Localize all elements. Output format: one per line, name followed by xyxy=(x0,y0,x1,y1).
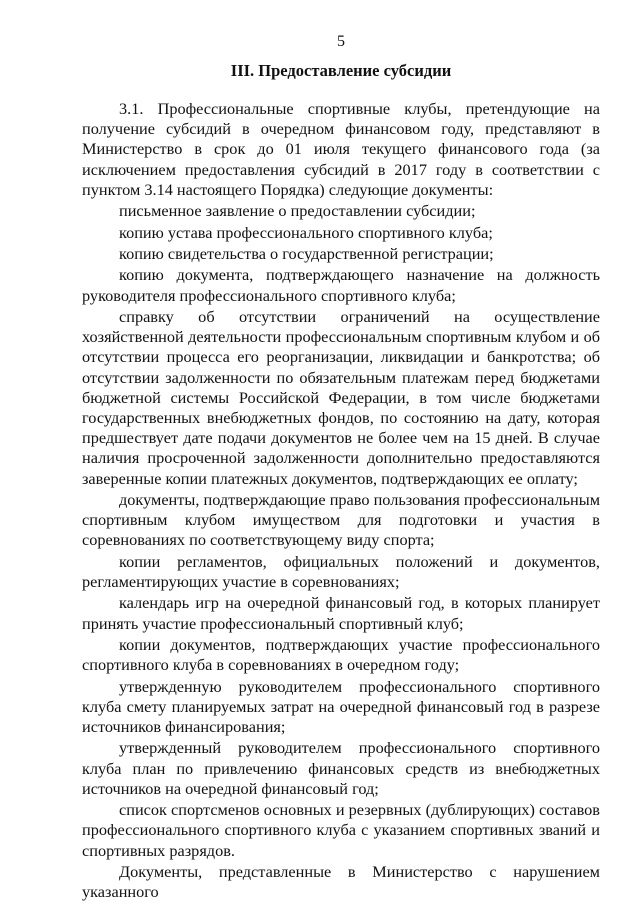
section-title: III. Предоставление субсидии xyxy=(230,61,452,80)
list-item-registration-certificate: копию свидетельства о государственной регистрации; xyxy=(119,243,494,263)
paragraph-documents-violation: Документы, представленные в Министерство с нарушением указанного xyxy=(82,861,600,902)
list-item-property-rights: документы, подтверждающие право пользования профессиональным спортивным клубом имуществом для подготовки и участия в соревнованиях по соответствующему виду спорта; xyxy=(82,489,600,550)
list-item-cost-estimate: утвержденную руководителем профессионального спортивного клуба смету планируемых затрат на очередной финансовый год в разрезе источников финансирования; xyxy=(82,676,600,736)
page-number: 5 xyxy=(337,33,345,50)
list-item-participation-documents: копии документов, подтверждающих участие профессионального спортивного клуба в соревнованиях в очередном году; xyxy=(82,634,600,675)
list-item-funding-plan: утвержденный руководителем профессионального спортивного клуба план по привлечению финансовых средств из внебюджетных источников на очередной финансовый год; xyxy=(82,738,600,798)
paragraph-3-1: 3.1. Профессиональные спортивные клубы, претендующие на получение субсидий в очередном финансовом году, представляют в Министерство в срок до 01 июля текущего финансового года (за исключением предоставления субсидий в 2017 году в соответствии с пунктом 3.14 настоящего Порядка) следующие документы: xyxy=(82,99,600,199)
list-item-game-calendar: календарь игр на очередной финансовый год, в которых планирует принять участие профессиональный спортивный клуб; xyxy=(82,593,600,633)
list-item-athletes-list: список спортсменов основных и резервных (дублирующих) составов профессионального спортивного клуба с указанием спортивных званий и спортивных разрядов. xyxy=(82,800,600,860)
list-item-director-appointment: копию документа, подтверждающего назначение на должность руководителя профессионального спортивного клуба; xyxy=(82,265,600,305)
list-item-regulations-copies: копии регламентов, официальных положений и документов, регламентирующих участие в соревнованиях; xyxy=(82,551,600,591)
list-item-application: письменное заявление о предоставлении субсидии; xyxy=(119,201,476,221)
list-item-charter-copy: копию устава профессионального спортивного клуба; xyxy=(119,222,493,242)
list-item-no-restrictions-certificate: справку об отсутствии ограничений на осуществление хозяйственной деятельности профессиональным спортивным клубом и об отсутствии процесса его реорганизации, ликвидации и банкротства; об отсутствии задолженности по обязательным платежам перед бюджетами бюджетной системы Российской Федерации, в том числе бюджетами государственных внебюджетных фондов, по состоянию на дату, которая предшествует дате подачи документов не более чем на 15 дней. В случае наличия просроченной задолженности дополнительно предоставляются заверенные копии платежных документов, подтверждающих ее оплату; xyxy=(82,306,600,488)
